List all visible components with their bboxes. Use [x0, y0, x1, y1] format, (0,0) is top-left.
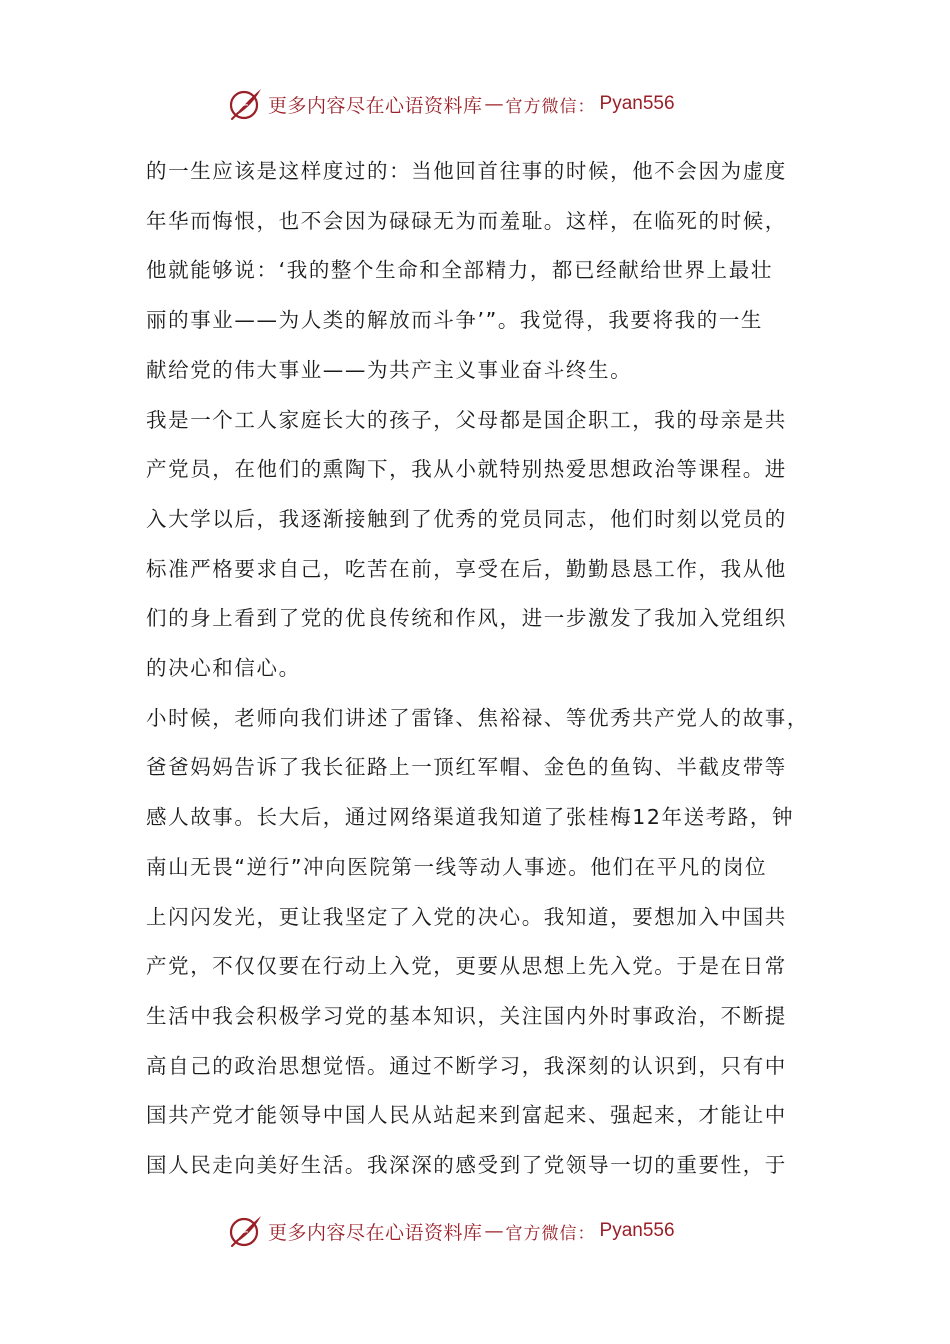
footer-wechat-id: Pyan556 — [599, 1220, 675, 1241]
text-line: 生活中我会积极学习党的基本知识，关注国内外时事政治，不断提 — [146, 1003, 787, 1028]
text-line: 丽的事业——为人类的解放而斗争’”。我觉得，我要将我的一生 — [146, 308, 764, 333]
text-line: 爸爸妈妈告诉了我长征路上一顶红军帽、金色的鱼钩、半截皮带等 — [146, 755, 787, 780]
footer-brand-text: 更多内容尽在心语资料库 — [268, 1221, 483, 1244]
header-wechat-id: Pyan556 — [599, 93, 675, 114]
quill-logo-icon — [228, 86, 264, 122]
text-line: 的一生应该是这样度过的：当他回首往事的时候，他不会因为虚度 — [146, 159, 787, 183]
text-line: 产党，不仅仅要在行动上入党，更要从思想上先入党。于是在日常 — [146, 954, 787, 979]
paragraph-2 — [146, 396, 808, 694]
text-line: 我是一个工人家庭长大的孩子，父母都是国企职工，我的母亲是共 — [146, 407, 787, 432]
text-line: 国人民走向美好生活。我深深的感受到了党领导一切的重要性，于 — [146, 1153, 787, 1178]
header-brand-text: 更多内容尽在心语资料库 — [268, 94, 483, 117]
text-line: 的决心和信心。 — [146, 656, 301, 681]
text-line: 小时候，老师向我们讲述了雷锋、焦裕禄、等优秀共产党人的故事， — [146, 705, 809, 730]
text-line: 入大学以后，我逐渐接触到了优秀的党员同志，他们时刻以党员的 — [146, 506, 787, 531]
text-line: 高自己的政治思想觉悟。通过不断学习，我深刻的认识到，只有中 — [146, 1053, 787, 1078]
text-line: 标准严格要求自己，吃苦在前，享受在后，勤勤恳恳工作，我从他 — [146, 556, 787, 581]
header-banner — [228, 84, 675, 124]
text-line: 上闪闪发光，更让我坚定了入党的决心。我知道，要想加入中国共 — [146, 904, 787, 929]
paragraph-1 — [146, 147, 808, 396]
paragraph-3 — [146, 694, 808, 1191]
header-wechat-label: 官方微信： — [505, 96, 596, 117]
header-dash: — — [484, 93, 504, 115]
text-line: 们的身上看到了党的优良传统和作风，进一步激发了我加入党组织 — [146, 606, 787, 631]
footer-wechat-label: 官方微信： — [505, 1223, 596, 1244]
text-line: 他就能够说：‘我的整个生命和全部精力，都已经献给世界上最壮 — [146, 258, 773, 283]
text-line: 献给党的伟大事业——为共产主义事业奋斗终生。 — [146, 357, 633, 382]
text-line: 国共产党才能领导中国人民从站起来到富起来、强起来，才能让中 — [146, 1103, 787, 1128]
text-line: 年华而悔恨，也不会因为碌碌无为而羞耻。这样，在临死的时候， — [146, 208, 787, 233]
text-line: 南山无畏“逆行”冲向医院第一线等动人事迹。他们在平凡的岗位 — [146, 854, 768, 879]
footer-dash: — — [484, 1220, 504, 1242]
quill-logo-icon — [228, 1213, 264, 1249]
text-line: 感人故事。长大后，通过网络渠道我知道了张桂梅12年送考路，钟 — [146, 805, 795, 830]
text-line: 产党员，在他们的熏陶下，我从小就特别热爱思想政治等课程。进 — [146, 457, 787, 482]
footer-banner — [228, 1211, 675, 1251]
document-body — [146, 147, 808, 1191]
